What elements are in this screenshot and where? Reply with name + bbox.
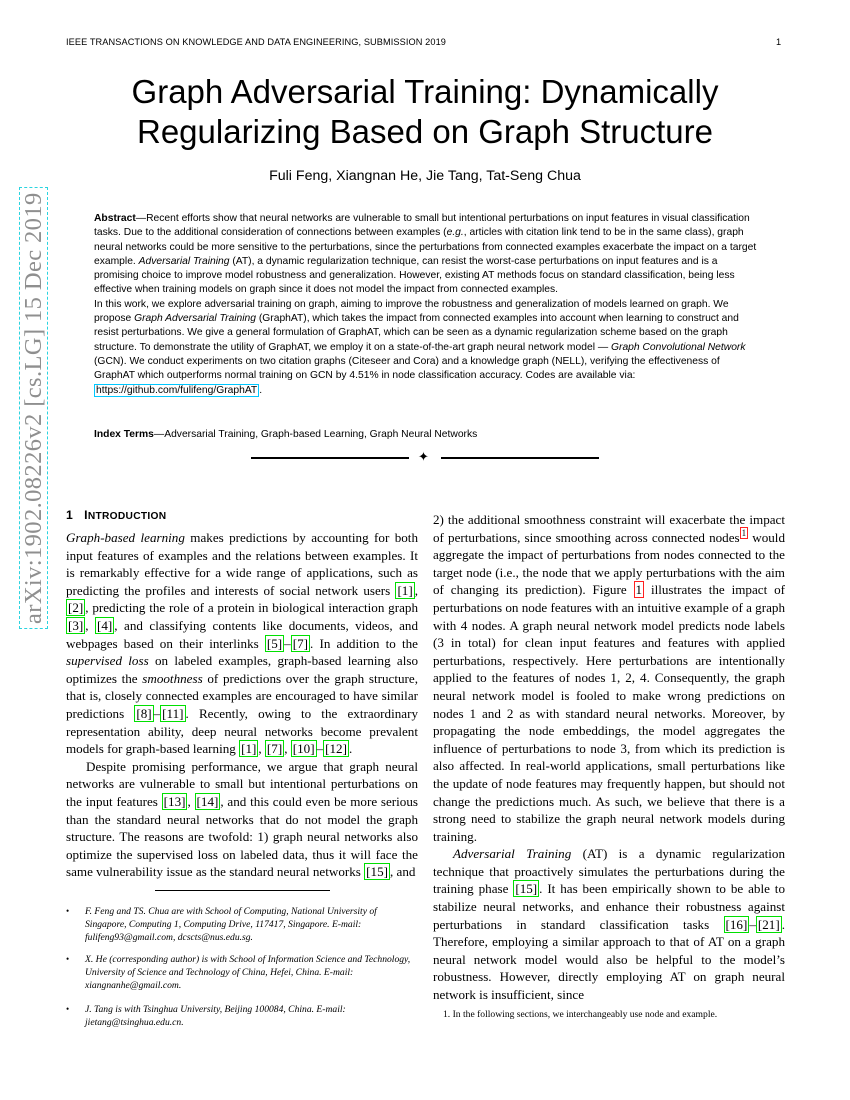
text: NTRODUCTION	[87, 511, 167, 522]
footnote-rule	[155, 890, 330, 891]
footnote-text: J. Tang is with Tsinghua University, Beijing 100084, China. E-mail: jietang@tsinghua.edu.cn.	[85, 1004, 346, 1028]
citation-link[interactable]: [1]	[241, 741, 257, 757]
text: Graph Adversarial Training	[134, 313, 256, 325]
citation-link[interactable]: [3]	[68, 617, 84, 633]
text: . It has been empirically shown to be able to stabilize neural networks, and enhance their robustness against perturbations in standard classification tasks	[433, 881, 785, 932]
abstract	[94, 212, 758, 398]
citation-link[interactable]: [15]	[515, 881, 538, 897]
divider-line-right	[441, 457, 599, 459]
text: Graph Convolutional Network	[611, 341, 746, 353]
text: Adversarial Training	[138, 255, 230, 267]
text: illustrates the impact of perturbations on node features with an intuitive example of a graph with 4 nodes. A graph neural network model predicts node labels (3 in total) for clean input features and features with applied perturbations, respectively. Here perturbations are intentionally applied to the features of nodes 1, 2, 4. Consequently, the graph neural network model is fooled to make wrong predictions on nodes 1 and 2 as with standard neural networks. Moreover, by propagating the node embeddings, the model aggregates the influence of perturbations to node 3, from which its prediction is also affected. In real-world applications, small perturbations like the update of node features may frequently happen, but should not change the predictions much. As such, we believe that there is a strong need to stabilize the graph neural network models during training.	[433, 582, 785, 844]
footnote-text: F. Feng and TS. Chua are with School of Computing, National University of Singapore, Computing 1, Computing Drive, 117417, Singapore. E-mail: fulifeng93@gmail.com, dcscts@nus.edu.sg.	[85, 906, 377, 943]
arxiv-id-link[interactable]: arXiv:1902.08226v2 [cs.LG] 15 Dec 2019	[19, 187, 48, 629]
citation-link[interactable]: [2]	[68, 600, 84, 616]
citation-link[interactable]: [13]	[163, 793, 186, 809]
abstract-paragraph-2	[94, 298, 758, 398]
text: , articles with citation link tend to be in the same class), graph neural networks could be more sensitive to the perturbations, since the perturbations from connected examples exacerbate the impact on a target example.	[94, 227, 757, 267]
text: Graph-based learning	[66, 530, 185, 545]
bullet-icon: •	[66, 1004, 70, 1014]
index-terms	[94, 429, 758, 440]
title-line-1: Graph Adversarial Training: Dynamically	[131, 73, 719, 110]
text: smoothness	[142, 670, 203, 686]
abstract-paragraph-1	[94, 212, 758, 298]
code-url-link[interactable]: https://github.com/fulifeng/GraphAT	[96, 384, 258, 396]
authors: Fuli Feng, Xiangnan He, Jie Tang, Tat-Seng Chua	[269, 168, 581, 184]
affiliation-footnote	[66, 1004, 418, 1030]
text: , and classifying contents like documents, videos, and webpages based on their interlinks	[66, 617, 418, 651]
citation-link[interactable]: [14]	[196, 793, 219, 809]
text: . In addition to the	[310, 635, 418, 651]
text: of predictions over the graph structure, that is, closely connected examples are encouraged to have similar predictions	[66, 670, 418, 721]
text: ,	[258, 741, 265, 757]
page-number: 1	[776, 37, 782, 47]
text: –	[316, 741, 324, 757]
text: Despite promising performance, we argue that graph neural networks are vulnerable to small but intentional perturbations on the input features	[66, 758, 418, 809]
index-terms-label: Index Terms	[94, 429, 154, 440]
text: , and this could even be more serious than the standard neural networks that do not model the graph structure. The reasons are twofold: 1) graph neural networks also optimize the supervised loss on labeled data, thus it will face the same vulnerability issue as the standard neural networks	[66, 793, 418, 880]
citation-link[interactable]: [11]	[162, 705, 184, 721]
text: (GCN). We conduct experiments on two citation graphs (Citeseer and Cora) and a knowledge graph (NELL), verifying the effectiveness of GraphAT which outperforms normal training on GCN by 4.51% in node classification accuracy. Codes are available via:	[94, 355, 720, 382]
divider-line-left	[251, 457, 409, 459]
figure-ref-link[interactable]: 1	[635, 582, 643, 598]
text: (GraphAT), which takes the impact from connected examples into account when learning to construct and resist perturbations. We give a general formulation of GraphAT, which can be seen as a dynamic regularization scheme based on the graph structure. To demonstrate the utility of GraphAT, we employ it on a state-of-the-art graph neural network model —	[94, 313, 739, 353]
citation-link[interactable]: [10]	[292, 741, 315, 757]
text: , predicting the role of a protein in biological interaction graph	[85, 600, 418, 616]
text: –	[749, 916, 756, 932]
left-column	[66, 529, 418, 881]
text: would aggregate the impact of perturbations from nodes connected to the target node (i.e., the node that we apply perturbations with the aim of changing its prediction). Figure	[433, 529, 785, 598]
section-heading	[66, 508, 166, 522]
footnote-marker-link[interactable]: 1	[741, 528, 747, 539]
text: ,	[187, 793, 195, 809]
text: e.g.	[446, 227, 464, 239]
citation-link[interactable]: [8]	[136, 705, 152, 721]
text: on labeled examples, graph-based learning also optimizes the	[66, 653, 418, 686]
text: ,	[414, 582, 418, 598]
text: . Recently, owing to the extraordinary representation ability, deep neural networks become prevalent models for graph-based learning	[66, 705, 418, 757]
text: –	[284, 635, 291, 651]
text: ,	[284, 741, 291, 757]
divider-diamond-icon: ✦	[418, 449, 429, 464]
citation-link[interactable]: [5]	[266, 635, 283, 651]
text: –	[153, 705, 161, 721]
text: —Recent efforts show that neural networks are vulnerable to small but intentional perturbations on input features in visual classification tasks. Due to the additional consideration of connections between examples (	[94, 213, 750, 239]
text: 2) the additional smoothness constraint will exacerbate the impact of perturbations, since smoothing across connected nodes	[433, 512, 785, 545]
index-terms-text: —Adversarial Training, Graph-based Learning, Graph Neural Networks	[153, 429, 478, 440]
text: I	[84, 508, 88, 522]
bullet-icon: •	[66, 954, 70, 964]
text: (AT) is a dynamic regularization technique that proactively simulates the perturbations during the training phase	[433, 846, 785, 897]
text: .	[348, 741, 353, 757]
abstract-label: Abstract	[94, 213, 136, 224]
text: , and	[390, 864, 416, 880]
bullet-icon: •	[66, 906, 70, 916]
text: ,	[85, 617, 96, 633]
citation-link[interactable]: [1]	[397, 582, 413, 598]
arxiv-stamp	[14, 192, 54, 629]
text: makes predictions by accounting for both input features of examples and the relations between examples. It is remarkably effective for a wide range of applications, such as predicting the profiles and interests of social network users	[66, 530, 418, 598]
title-line-2: Regularizing Based on Graph Structure	[137, 113, 713, 150]
footnote-text: X. He (corresponding author) is with School of Information Science and Technology, University of Science and Technology of China, Hefei, China. E-mail: xiangnanhe@gmail.com.	[85, 954, 411, 991]
citation-link[interactable]: [21]	[757, 916, 780, 932]
text: In this work, we explore adversarial training on graph, aiming to improve the robustness and generalization of models learned on graph. We propose	[94, 298, 729, 325]
citation-link[interactable]: [12]	[325, 741, 347, 757]
intro-paragraph-1	[66, 529, 418, 758]
affiliation-footnote	[66, 906, 418, 945]
right-column	[433, 511, 785, 1004]
section-number: 1	[66, 508, 74, 522]
text: Adversarial Training	[453, 846, 572, 862]
running-head: IEEE TRANSACTIONS ON KNOWLEDGE AND DATA ENGINEERING, SUBMISSION 2019	[66, 37, 446, 47]
footnote-1: 1. In the following sections, we interchangeably use node and example.	[443, 1009, 718, 1020]
paper-title	[90, 72, 760, 152]
text: .	[259, 384, 263, 396]
intro-paragraph-3	[433, 511, 785, 845]
citation-link[interactable]: [7]	[266, 741, 283, 757]
intro-paragraph-2	[66, 758, 418, 881]
text: supervised loss	[66, 653, 149, 669]
citation-link[interactable]: [4]	[97, 617, 113, 633]
citation-link[interactable]: [15]	[366, 864, 388, 880]
affiliation-footnote	[66, 954, 418, 993]
citation-link[interactable]: [7]	[292, 635, 308, 651]
text: . Therefore, employing a similar approach to that of AT on a graph neural network model would also be helpful to the model’s robustness. However, directly employing AT on graph neural network is insufficient, since	[433, 916, 785, 1003]
intro-paragraph-4	[433, 845, 785, 1003]
citation-link[interactable]: [16]	[725, 916, 748, 932]
text: (AT), a dynamic regularization technique, can resist the worst-case perturbations on input features and is a promising choice to improve model robustness and generalization. However, existing AT methods focus on standard classification, being less effective when training models on graph since it does not model the impact from connected examples.	[94, 255, 735, 296]
